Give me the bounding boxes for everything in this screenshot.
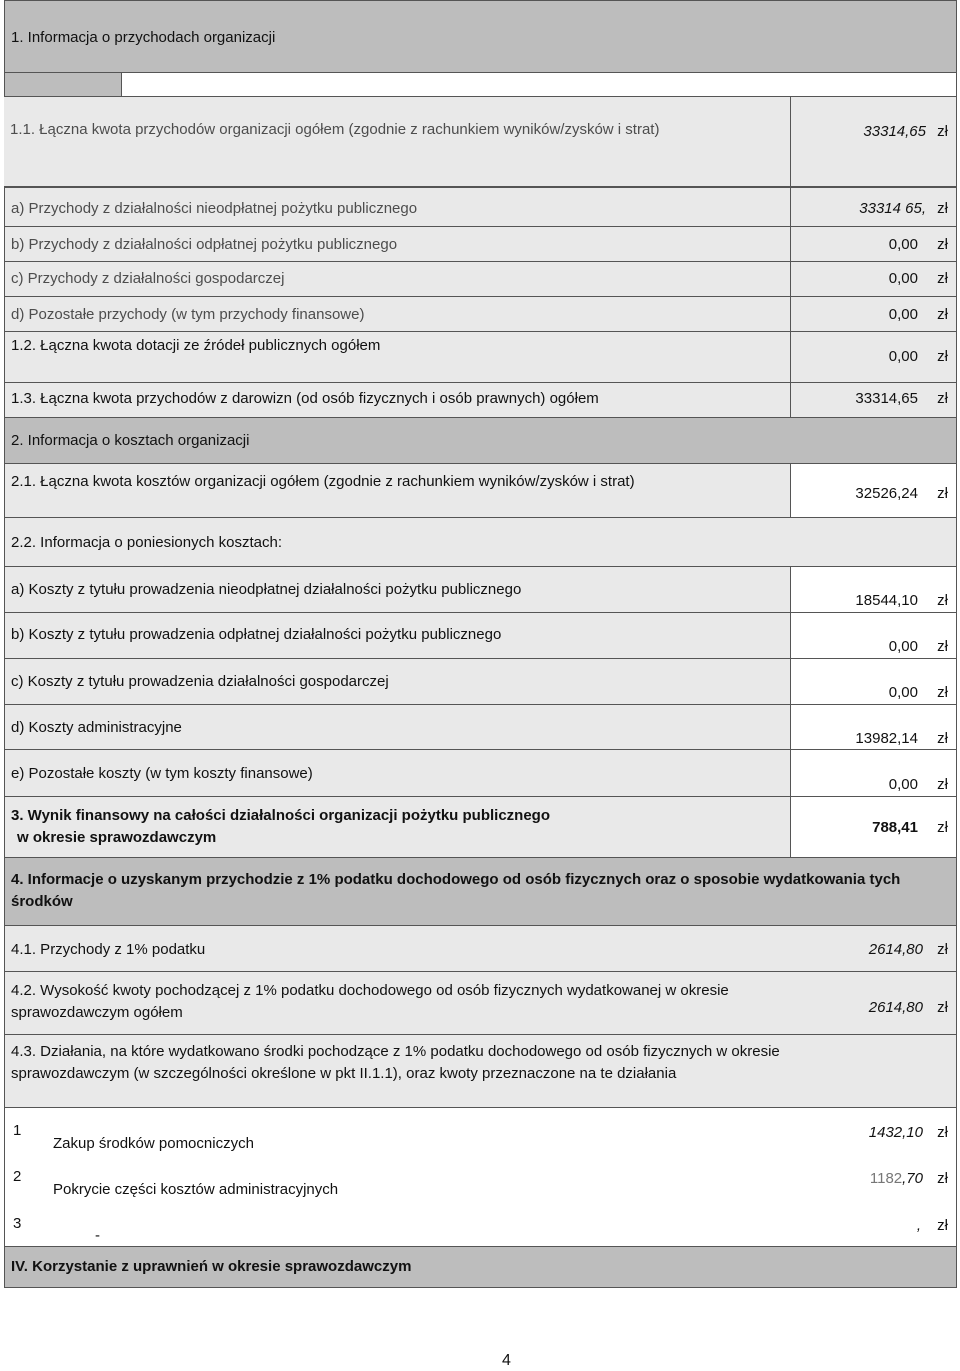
section-3-currency: zł bbox=[937, 819, 948, 836]
section-3 bbox=[4, 796, 791, 858]
row-2-1-currency: zł bbox=[937, 485, 948, 502]
cost-row-b-value bbox=[790, 612, 957, 659]
cost-row-c-amount: 0,00 bbox=[888, 684, 918, 701]
row-1-1 bbox=[4, 96, 791, 187]
row-1-c-currency: zł bbox=[937, 270, 948, 287]
row-1-a-label: a) Przychody z działalności nieodpłatnej pożytku publicznego bbox=[11, 200, 418, 217]
row-4-2-amount: 2614,80 bbox=[868, 999, 923, 1016]
row-4-1 bbox=[4, 925, 957, 972]
item-2-label: Pokrycie części kosztów administracyjnych bbox=[53, 1181, 339, 1198]
cost-row-e bbox=[4, 749, 791, 797]
item-3-label: - bbox=[95, 1227, 100, 1244]
row-2-2 bbox=[4, 517, 957, 567]
row-4-3-label: 4.3. Działania, na które wydatkowano środki pochodzące z 1% podatku dochodowego od osób fizycznych w okresie sprawozdawczym (w szczególności określone w pkt II.1.1), oraz kwoty przeznaczone na te działania bbox=[11, 1043, 780, 1082]
cost-row-a bbox=[4, 566, 791, 613]
cost-row-a-label: a) Koszty z tytułu prowadzenia nieodpłatnej działalności pożytku publicznego bbox=[11, 581, 522, 598]
item-1-currency: zł bbox=[937, 1124, 948, 1141]
cost-row-e-amount: 0,00 bbox=[888, 776, 918, 793]
cost-row-b-currency: zł bbox=[937, 638, 948, 655]
section-iv-header bbox=[4, 1246, 957, 1288]
row-1-1-value bbox=[790, 96, 957, 187]
section-3-amount: 788,41 bbox=[872, 819, 918, 836]
cost-row-a-amount: 18544,10 bbox=[855, 592, 918, 609]
section-4-title: 4. Informacje o uzyskanym przychodzie z 1% podatku dochodowego od osób fizycznych oraz o sposobie wydatkowania tych środków bbox=[11, 871, 901, 910]
row-1-2 bbox=[4, 331, 791, 383]
section-1-title: 1. Informacja o przychodach organizacji bbox=[11, 29, 276, 46]
row-1-1-label: 1.1. Łączna kwota przychodów organizacji ogółem (zgodnie z rachunkiem wyników/zysków i strat) bbox=[10, 121, 660, 138]
cost-row-d bbox=[4, 704, 791, 750]
row-2-1-label: 2.1. Łączna kwota kosztów organizacji ogółem (zgodnie z rachunkiem wyników/zysków i strat) bbox=[11, 473, 635, 490]
item-2-amount-int: 1182 bbox=[869, 1170, 903, 1187]
cost-row-d-currency: zł bbox=[937, 730, 948, 747]
item-1-amount: 1432,10 bbox=[868, 1124, 923, 1141]
row-4-2 bbox=[4, 971, 957, 1035]
cost-row-c-label: c) Koszty z tytułu prowadzenia działalności gospodarczej bbox=[11, 673, 389, 690]
cost-row-b-amount: 0,00 bbox=[888, 638, 918, 655]
row-4-3 bbox=[4, 1034, 957, 1108]
row-1-3 bbox=[4, 382, 791, 418]
row-1-b-label: b) Przychody z działalności odpłatnej pożytku publicznego bbox=[11, 236, 398, 253]
section-1-header bbox=[4, 0, 957, 73]
cost-row-c bbox=[4, 658, 791, 705]
row-1-1-currency: zł bbox=[937, 123, 948, 140]
cost-row-e-value bbox=[790, 749, 957, 797]
row-1-a-value bbox=[790, 187, 957, 227]
row-4-1-label: 4.1. Przychody z 1% podatku bbox=[11, 941, 206, 958]
row-4-2-label: 4.2. Wysokość kwoty pochodzącej z 1% podatku dochodowego od osób fizycznych wydatkowanej w okresie sprawozdawczym ogółem bbox=[11, 982, 729, 1021]
row-1-d-amount: 0,00 bbox=[888, 306, 918, 323]
row-2-1-amount: 32526,24 bbox=[855, 485, 918, 502]
section-2-title: 2. Informacja o kosztach organizacji bbox=[11, 432, 250, 449]
item-2-number: 2 bbox=[13, 1168, 22, 1185]
row-1-d-label: d) Pozostałe przychody (w tym przychody finansowe) bbox=[11, 306, 365, 323]
item-3-amount: , bbox=[916, 1217, 921, 1234]
item-2-currency: zł bbox=[937, 1170, 948, 1187]
row-2-1-value bbox=[790, 463, 957, 518]
items-table bbox=[4, 1107, 957, 1247]
item-1-number: 1 bbox=[13, 1122, 22, 1139]
cost-row-c-currency: zł bbox=[937, 684, 948, 701]
row-1-3-value bbox=[790, 382, 957, 418]
row-1-c-amount: 0,00 bbox=[888, 270, 918, 287]
row-1-3-amount: 33314,65 bbox=[855, 390, 918, 407]
row-1-c-label: c) Przychody z działalności gospodarczej bbox=[11, 270, 285, 287]
row-4-1-currency: zł bbox=[937, 941, 948, 958]
item-3-number: 3 bbox=[13, 1215, 22, 1232]
cost-row-d-value bbox=[790, 704, 957, 750]
row-1-2-currency: zł bbox=[937, 348, 948, 365]
row-1-2-amount: 0,00 bbox=[888, 348, 918, 365]
page-number: 4 bbox=[502, 1352, 511, 1369]
row-1-b-value bbox=[790, 226, 957, 262]
row-1-d bbox=[4, 296, 791, 332]
cost-row-c-value bbox=[790, 658, 957, 705]
cost-row-a-currency: zł bbox=[937, 592, 948, 609]
cost-row-b bbox=[4, 612, 791, 659]
cost-row-a-value bbox=[790, 566, 957, 613]
row-1-c-value bbox=[790, 261, 957, 297]
row-1-1-amount: 33314,65 bbox=[863, 123, 926, 140]
row-1-b bbox=[4, 226, 791, 262]
row-1-d-currency: zł bbox=[937, 306, 948, 323]
cost-row-b-label: b) Koszty z tytułu prowadzenia odpłatnej działalności pożytku publicznego bbox=[11, 626, 502, 643]
row-1-a-currency: zł bbox=[937, 200, 948, 217]
row-1-c bbox=[4, 261, 791, 297]
section-3-line-1: 3. Wynik finansowy na całości działalności organizacji pożytku publicznego bbox=[11, 807, 551, 824]
cost-row-d-label: d) Koszty administracyjne bbox=[11, 719, 182, 736]
section-3-line-2: w okresie sprawozdawczym bbox=[17, 829, 217, 846]
row-1-3-currency: zł bbox=[937, 390, 948, 407]
section-iv-title: IV. Korzystanie z uprawnień w okresie sprawozdawczym bbox=[11, 1258, 412, 1275]
row-4-1-amount: 2614,80 bbox=[868, 941, 923, 958]
item-3-currency: zł bbox=[937, 1217, 948, 1234]
item-2-amount bbox=[870, 1169, 923, 1189]
row-1-2-value bbox=[790, 331, 957, 383]
row-1-a-amount: 33314 65, bbox=[859, 200, 926, 217]
row-1-2-label: 1.2. Łączna kwota dotacji ze źródeł publicznych ogółem bbox=[11, 337, 381, 354]
item-2-amount-dec: ,70 bbox=[902, 1170, 923, 1187]
row-1-d-value bbox=[790, 296, 957, 332]
item-1-label: Zakup środków pomocniczych bbox=[53, 1135, 254, 1152]
row-2-1 bbox=[4, 463, 791, 518]
cost-row-d-amount: 13982,14 bbox=[855, 730, 918, 747]
row-4-2-currency: zł bbox=[937, 999, 948, 1016]
row-1-b-amount: 0,00 bbox=[888, 236, 918, 253]
row-1-b-currency: zł bbox=[937, 236, 948, 253]
row-1-a bbox=[4, 187, 791, 227]
section-2-header bbox=[4, 417, 957, 464]
row-1-3-label: 1.3. Łączna kwota przychodów z darowizn (od osób fizycznych i osób prawnych) ogółem bbox=[11, 390, 599, 407]
section-4-header bbox=[4, 857, 957, 926]
section-3-value bbox=[790, 796, 957, 858]
cost-row-e-currency: zł bbox=[937, 776, 948, 793]
row-2-2-label: 2.2. Informacja o poniesionych kosztach: bbox=[11, 534, 282, 551]
cost-row-e-label: e) Pozostałe koszty (w tym koszty finansowe) bbox=[11, 765, 313, 782]
